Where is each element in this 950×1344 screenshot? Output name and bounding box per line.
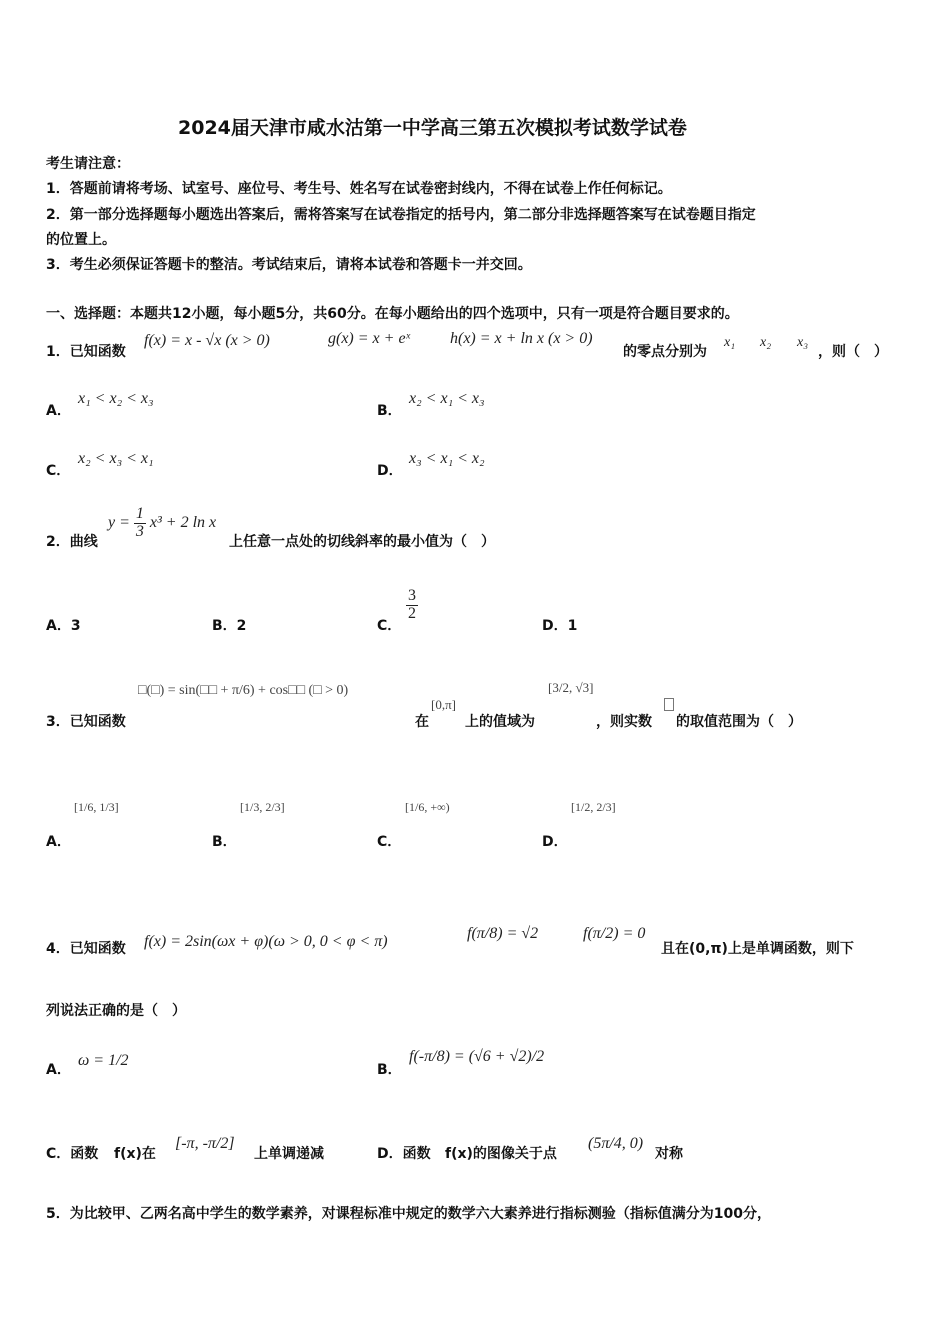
q3-variable-box [664,698,674,711]
q3-lead: 3．已知函数 [46,714,126,730]
notice-item-1: 1．答题前请将考场、试室号、座位号、考生号、姓名写在试卷密封线内，不得在试卷上作任何标记。 [46,181,672,197]
q1-d-label: D． [377,463,403,479]
q3-formula-image: □(□) = sin(□□ + π/6) + cos□□ (□ > 0) [138,683,349,698]
q4-d-label: D．函数 [377,1146,431,1162]
q1-tail: ，则（ ） [818,344,888,360]
q4-a-label: A． [46,1062,71,1078]
notice-item-2a: 2．第一部分选择题每小题选出答案后，需将答案写在试卷指定的括号内，第二部分非选择题答案写在试卷题目指定 [46,207,756,223]
q4-c2: f(π/2) = 0 [583,925,646,942]
q4-tail: 且在(0,π)上是单调函数，则下 [661,941,854,957]
q2-lead: 2．曲线 [46,534,98,550]
q3-a-label: A． [46,834,71,850]
q1-a: x₁ < x₂ < x₃ [78,390,154,407]
q2-d: D．1 [542,618,578,634]
notice-item-2b: 的位置上。 [46,232,116,248]
q1-x3: x₃ [797,335,809,350]
q3-c-label: C． [377,834,402,850]
q1-c: x₂ < x₃ < x₁ [78,450,154,467]
q4-c-tail: 上单调递减 [254,1146,324,1162]
q3-then: ，则实数 [596,714,652,730]
q2-a: A．3 [46,618,81,634]
q4-c-label: C．函数 [46,1146,99,1162]
q1-h: h(x) = x + ln x (x > 0) [450,330,593,347]
q1-x2: x₂ [760,335,772,350]
q1-x1: x₁ [724,335,736,350]
page-title: 2024届天津市咸水沽第一中学高三第五次模拟考试数学试卷 [178,117,687,139]
q1-c-label: C． [46,463,71,479]
q4-d-point: (5π/4, 0) [588,1135,644,1152]
q3-c: [1/6, +∞) [405,800,450,814]
q4-lead: 4．已知函数 [46,941,126,957]
q1-g: g(x) = x + eˣ [328,330,411,347]
q2-c-fraction: $\frac{3}{2}$ [408,587,416,622]
q3-d-label: D． [542,834,568,850]
q3-range: [3/2, √3] [548,680,594,695]
q3-tail: 的取值范围为（ ） [676,714,802,730]
q1-f: f(x) = x - √x (x > 0) [144,332,270,349]
q2-b: B．2 [212,618,247,634]
q4-d-tail: 对称 [655,1146,683,1162]
q2-c-label: C． [377,618,402,634]
q4-f: f(x) = 2sin(ωx + φ)(ω > 0, 0 < φ < π) [144,933,388,950]
q1-a-label: A． [46,403,71,419]
notice-heading: 考生请注意： [46,156,130,172]
q3-b: [1/3, 2/3] [240,800,285,814]
q5-text: 5．为比较甲、乙两名高中学生的数学素养，对课程标准中规定的数学六大素养进行指标测验（指标值满分为100分， [46,1206,771,1222]
q3-on: 在 [415,714,429,730]
q1-mid: 的零点分别为 [623,344,707,360]
notice-item-3: 3．考生必须保证答题卡的整洁。考试结束后，请将本试卷和答题卡一并交回。 [46,257,532,273]
q1-d: x₃ < x₁ < x₂ [409,450,485,467]
q3-b-label: B． [212,834,237,850]
q2-tail: 上任意一点处的切线斜率的最小值为（ ） [229,534,495,550]
q4-b: f(-π/8) = (√6 + √2)/2 [409,1048,545,1065]
q2-eq: y = $\frac{1}{3}$ x³ + 2 ln x [108,505,217,540]
q4-a: ω = 1/2 [78,1052,129,1069]
q1-lead: 1．已知函数 [46,344,126,360]
q1-b: x₂ < x₁ < x₃ [409,390,485,407]
q4-d-mid: f(x)的图像关于点 [445,1146,557,1162]
q3-range-text: 上的值域为 [465,714,535,730]
q4-c1: f(π/8) = √2 [467,925,539,942]
q4-c-mid: f(x)在 [114,1146,156,1162]
q3-d: [1/2, 2/3] [571,800,616,814]
q4-line2: 列说法正确的是（ ） [46,1003,186,1019]
section-heading: 一、选择题：本题共12小题，每小题5分，共60分。在每小题给出的四个选项中，只有一项是符合题目要求的。 [46,306,739,322]
q3-a: [1/6, 1/3] [74,800,119,814]
q3-interval: [0,π] [431,697,456,712]
q1-b-label: B． [377,403,402,419]
q4-b-label: B． [377,1062,402,1078]
q4-c-interval: [-π, -π/2] [175,1135,235,1152]
